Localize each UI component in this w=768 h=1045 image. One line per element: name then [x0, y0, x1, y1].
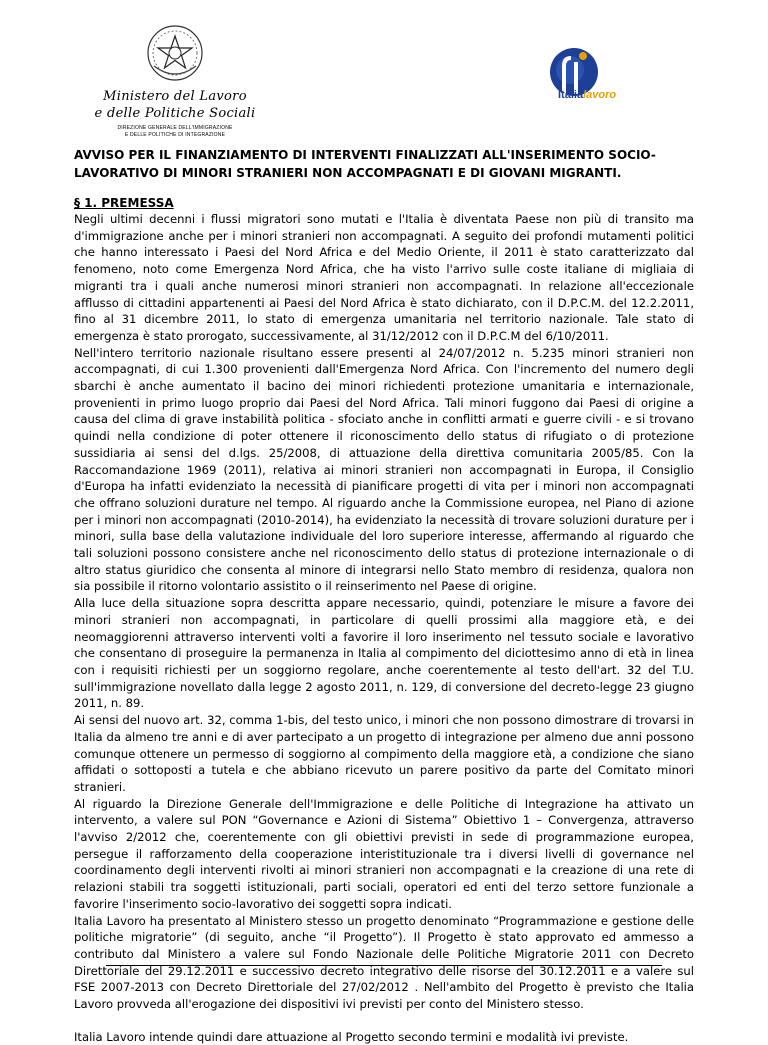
- document-title: AVVISO PER IL FINANZIAMENTO DI INTERVENTI FINALIZZATI ALL'INSERIMENTO SOCIO-LAVORATIVO DI MINORI STRANIERI NON ACCOMPAGNATI E DI GIOVANI MIGRANTI.: [74, 148, 656, 180]
- paragraph: Alla luce della situazione sopra descritta appare necessario, quindi, potenziare le misure a favore dei minori stranieri non accompagnati, in particolare di quelli prossimi alla maggiore età, e dei neomaggiorenni attraverso interventi volti a favorire il loro inserimento nel tessuto sociale e lavorativo che consentano di proseguire la permanenza in Italia al compimento del diciottesimo anno di età in linea con i requisiti richiesti per un soggiorno regolare, anche coerentemente al testo dell'art. 32 del T.U. sull'immigrazione novellato dalla legge 2 agosto 2011, n. 129, di conversione del decreto-legge 23 giugno 2011, n. 89.: [74, 596, 694, 711]
- document-body: [74, 146, 694, 1045]
- wordmark-accent: lavoro: [583, 89, 617, 101]
- italia-lavoro-wordmark: [558, 89, 616, 101]
- ministry-directorate: [60, 125, 290, 139]
- wordmark-main: Italia: [558, 89, 584, 101]
- ministry-header: [60, 22, 290, 139]
- paragraph: Ai sensi del nuovo art. 32, comma 1-bis, del testo unico, i minori che non possono dimostrare di trovarsi in Italia da almeno tre anni e di aver partecipato a un progetto di integrazione per almeno due anni possono comunque ottenere un permesso di soggiorno al compimento della maggiore età, a condizione che siano affidati o sottoposti a tutela e che abbiano ricevuto un parere positivo da parte del Comitato minori stranieri.: [74, 713, 694, 794]
- italian-republic-emblem-icon: [144, 22, 206, 84]
- premessa-paragraphs: [74, 211, 694, 1045]
- closing-paragraph: Italia Lavoro intende quindi dare attuazione al Progetto secondo termini e modalità ivi previste.: [74, 1029, 629, 1044]
- ministry-name-line1: Ministero del Lavoro: [103, 89, 247, 104]
- paragraph: Nell'intero territorio nazionale risultano essere presenti al 24/07/2012 n. 5.235 minori stranieri non accompagnati, di cui 1.300 provenienti dall'Emergenza Nord Africa. Con l'incremento del numero degli sbarchi è anche aumentato il bacino dei minori richiedenti protezione umanitaria e internazionale, provenienti in primo luogo proprio dai Paesi del Nord Africa. Tali minori fuggono dai Paesi di origine a causa del clima di grave instabilità politica - sfociato anche in conflitti armati e guerre civili - e si trovano quindi nella condizione di poter ottenere il riconoscimento dello status di rifugiato o di protezione sussidiaria ai sensi del d.lgs. 25/2008, di attuazione della direttiva comunitaria 2005/85. Con la Raccomandazione 1969 (2011), relativa ai minori stranieri non accompagnati in Europa, il Consiglio d'Europa ha infatti evidenziato la necessità di pianificare progetti di vita per i minori non accompagnati che offrano soluzioni durature nel tempo. Al riguardo anche la Commissione europea, nel Piano di azione per i minori non accompagnati (2010-2014), ha evidenziato la necessità di trovare soluzioni durature per i minori, sulla base della valutazione individuale del loro superiore interesse, affermando al riguardo che tali soluzioni possono consistere anche nel riconoscimento dello status di protezione internazionale o di altro status giuridico che consenta al minore di integrarsi nello Stato membro di residenza, qualora non sia possibile il ritorno volontario assistito o il reinserimento nel Paese di origine.: [74, 345, 694, 594]
- ministry-directorate-line2: E DELLE POLITICHE DI INTEGRAZIONE: [124, 132, 226, 138]
- paragraph: Al riguardo la Direzione Generale dell'Immigrazione e delle Politiche di Integrazione ha attivato un intervento, a valere sul PON “Governance e Azioni di Sistema” Obiettivo 1 – Convergenza, attraverso l'avviso 2/2012 che, coerentemente con gli obiettivi previsti in sede di programmazione europea, persegue il rafforzamento della cooperazione interistituzionale tra i diversi livelli di governance nel coordinamento degli interventi rivolti ai minori stranieri non accompagnati e la creazione di una rete di relazioni stabili tra soggetti istituzionali, parti sociali, operatori ed enti del terzo settore funzionale a favorire l'inserimento socio-lavorativo dei soggetti sopra indicati.: [74, 796, 694, 911]
- ministry-name: [60, 88, 290, 122]
- ministry-name-line2: e delle Politiche Sociali: [94, 106, 256, 121]
- section-heading: § 1. PREMESSA: [74, 196, 174, 210]
- footer-divider: [106, 965, 662, 966]
- paragraph: Italia Lavoro ha presentato al Ministero stesso un progetto denominato “Programmazione e gestione delle politiche migratorie” (di seguito, anche “il Progetto”). Il Progetto è stato approvato ed ammesso a contributo dal Ministero a valere sul Fondo Nazionale delle Politiche Migratorie 2011 con Decreto Direttoriale del 29.12.2011 e successivo decreto integrativo delle risorse del 30.12.2011 e a valere sul FSE 2007-2013 con Decreto Direttoriale del 27/02/2012 . Nell'ambito del Progetto è previsto che Italia Lavoro provveda all'erogazione dei dispositivi ivi previsti per conto del Ministero stesso.: [74, 913, 694, 1012]
- ministry-directorate-line1: DIREZIONE GENERALE DELL'IMMIGRAZIONE: [117, 125, 233, 131]
- paragraph: Negli ultimi decenni i flussi migratori sono mutati e l'Italia è diventata Paese non più di transito ma d'immigrazione anche per i minori stranieri non accompagnati. A seguito dei profondi mutamenti politici che hanno interessato i Paesi del Nord Africa e del Medio Oriente, il 2011 è stato caratterizzato dal fenomeno, noto come Emergenza Nord Africa, che ha visto l'arrivo sulle coste italiane di migliaia di migranti tra i quali anche numerosi minori stranieri non accompagnati. In relazione all'eccezionale afflusso di cittadini appartenenti ai Paesi del Nord Africa è stato dichiarato, con il D.P.C.M. del 12.2.2011, fino al 31 dicembre 2011, lo stato di emergenza umanitaria nel territorio nazionale. Tale stato di emergenza è stato prorogato, successivamente, al 31/12/2012 con il D.P.C.M del 6/10/2011.: [74, 212, 694, 343]
